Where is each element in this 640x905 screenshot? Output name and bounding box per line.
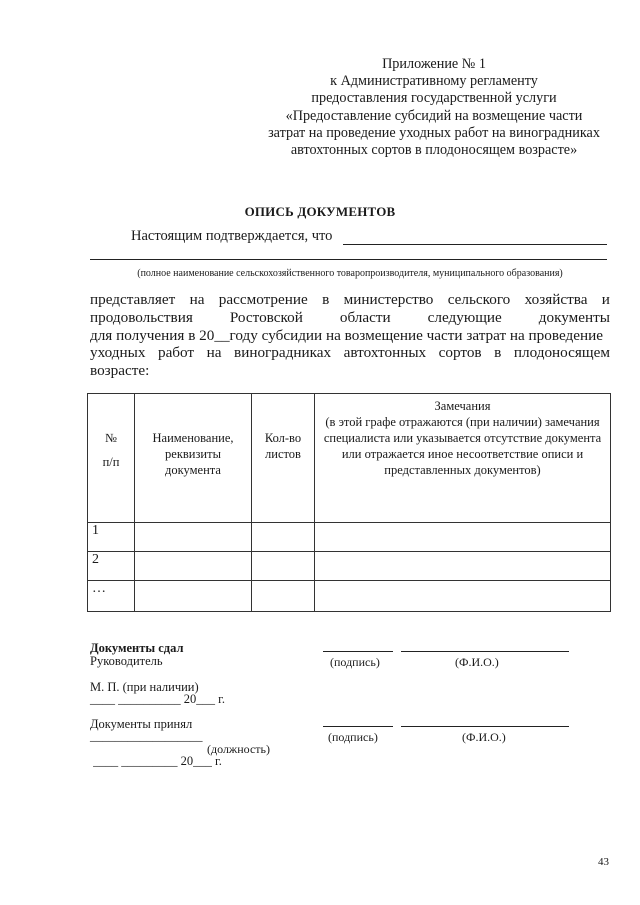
applicant-note: (полное наименование сельскохозяйственного товаропроизводителя, муниципального образования) (137, 268, 563, 279)
paragraph-line-3: для получения в 20__году субсидии на возмещение части затрат на проведение (90, 326, 603, 344)
header-num (88, 394, 135, 523)
row-name-cell[interactable] (135, 552, 252, 581)
header-num-top: № (105, 431, 117, 445)
header-remarks (315, 394, 611, 523)
header-line: автохтонных сортов в плодоносящем возрасте» (290, 142, 578, 159)
applicant-line-2[interactable] (90, 259, 607, 260)
header-line: к Административному регламенту (330, 73, 538, 90)
word: следующие (427, 308, 502, 326)
header-line: Приложение № 1 (382, 56, 486, 72)
paragraph-line-2 (90, 309, 610, 327)
intro-text: Настоящим подтверждается, что (131, 228, 333, 244)
word: виноградниках (234, 344, 332, 362)
header-count-text: Кол-во листов (264, 431, 302, 461)
header-num-bottom: п/п (102, 455, 120, 469)
position-line[interactable]: __________________ (90, 729, 203, 743)
row-count-cell[interactable] (252, 552, 315, 581)
paragraph-line-1 (90, 291, 610, 309)
word: автохтонных (343, 344, 427, 362)
fio-label-2: (Ф.И.О.) (462, 730, 506, 744)
word: и (601, 291, 610, 308)
header-name (135, 394, 252, 523)
received-title: Документы принял (90, 717, 193, 731)
signature-label-1: (подпись) (330, 655, 380, 669)
row-number: … (88, 581, 135, 612)
submitted-date[interactable]: ____ __________ 20___ г. (90, 692, 225, 706)
word: плодоносящем (513, 344, 610, 362)
header-line: «Предоставление субсидий на возмещение части (285, 107, 583, 124)
row-name-cell[interactable] (135, 523, 252, 552)
word: в (322, 291, 330, 308)
word: хозяйства (524, 291, 588, 308)
row-remarks-cell[interactable] (315, 523, 611, 552)
word: продовольствия (90, 308, 193, 326)
paragraph-line-5: возрасте: (90, 362, 150, 380)
position-label: (должность) (207, 742, 270, 756)
row-count-cell[interactable] (252, 581, 315, 612)
signature-label-2: (подпись) (328, 730, 378, 744)
header-count (252, 394, 315, 523)
row-number: 2 (88, 552, 135, 581)
row-remarks-cell[interactable] (315, 581, 611, 612)
document-title: ОПИСЬ ДОКУМЕНТОВ (244, 204, 396, 219)
header-remarks-body: (в этой графе отражаются (при наличии) замечания специалиста или указывается отсутствие документа или отражается иное несоответствие описи и представленных документов) (323, 415, 602, 477)
word: на (206, 344, 222, 362)
word: представляет (90, 291, 176, 308)
table-row (88, 581, 611, 612)
documents-table (87, 393, 611, 612)
word: уходных (90, 344, 146, 362)
row-number: 1 (88, 523, 135, 552)
signature-line-2[interactable] (323, 726, 393, 727)
word: сельского (447, 291, 511, 308)
word: документы (538, 308, 610, 326)
word: работ (157, 344, 195, 362)
fio-label-1: (Ф.И.О.) (455, 655, 499, 669)
row-count-cell[interactable] (252, 523, 315, 552)
table-row (88, 552, 611, 581)
submitted-role: Руководитель (90, 654, 163, 668)
word: Ростовской (229, 308, 303, 326)
received-date[interactable]: ____ _________ 20___ г. (90, 754, 222, 768)
fio-line-1[interactable] (401, 651, 569, 652)
paragraph-line-4 (90, 344, 610, 362)
word: министерство (343, 291, 434, 308)
submitted-title: Документы сдал (90, 641, 184, 655)
page-number: 43 (598, 856, 609, 868)
word: рассмотрение (218, 291, 308, 308)
fio-line-2[interactable] (401, 726, 569, 727)
appendix-header (266, 56, 602, 159)
word: сортов (438, 344, 482, 362)
word: области (339, 308, 391, 326)
signature-line-1[interactable] (323, 651, 393, 652)
body-paragraph (90, 291, 610, 380)
row-remarks-cell[interactable] (315, 552, 611, 581)
word: на (189, 291, 205, 308)
header-remarks-title: Замечания (434, 399, 491, 413)
header-line: предоставления государственной услуги (311, 90, 557, 107)
applicant-line-1[interactable] (343, 244, 607, 245)
word: в (494, 344, 502, 362)
row-name-cell[interactable] (135, 581, 252, 612)
header-line: затрат на проведение уходных работ на виноградниках (268, 124, 600, 141)
seal-label: М. П. (при наличии) (90, 680, 199, 694)
table-row (88, 523, 611, 552)
header-name-text: Наименование, реквизиты документа (152, 431, 234, 477)
table-header-row (88, 394, 611, 523)
